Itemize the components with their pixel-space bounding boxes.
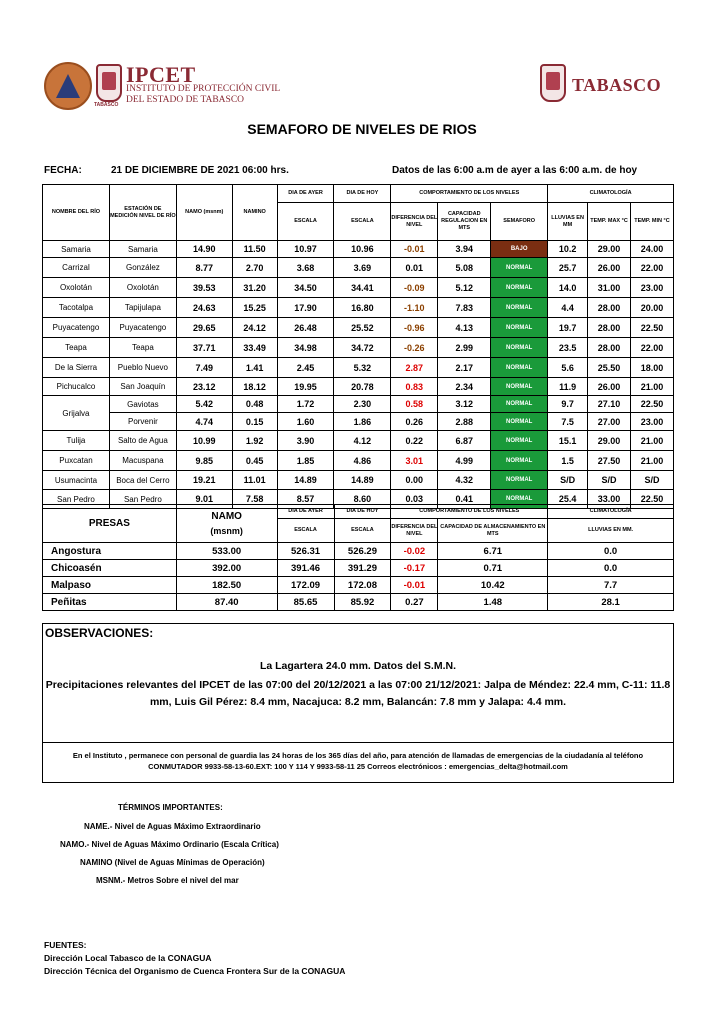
cell-escala-hoy: 8.60 xyxy=(334,490,391,509)
cell-capacidad: 2.17 xyxy=(438,358,491,378)
cell-semaforo: NORMAL xyxy=(491,431,548,451)
col-dam-lluvias: LLUVIAS EN MM. xyxy=(548,519,674,543)
page-title: SEMAFORO DE NIVELES DE RIOS xyxy=(247,121,477,137)
river-row xyxy=(43,278,674,298)
cell-capacidad: 5.12 xyxy=(438,278,491,298)
cell-presa: Peñitas xyxy=(43,594,177,611)
cell-temp-min: 21.00 xyxy=(630,431,673,451)
cell-temp-min: 22.50 xyxy=(630,318,673,338)
col-dia-hoy: DIA DE HOY xyxy=(334,185,391,203)
instituto-contact: CONMUTADOR 9933-58-13-60.EXT: 100 Y 114 Y 9933-58-11 25 Correos electrónicos : emergencias_delta@hotmail.com xyxy=(148,762,568,771)
cell-namino: 1.41 xyxy=(232,358,277,378)
cell-dam-capacidad: 6.71 xyxy=(438,543,548,560)
data-range-note: Datos de las 6:00 a.m de ayer a las 6:00 a.m. de hoy xyxy=(392,165,638,176)
cell-lluvia: 9.7 xyxy=(548,396,588,413)
cell-namo: 19.21 xyxy=(176,471,232,490)
cell-lluvia: 25.4 xyxy=(548,490,588,509)
cell-rio: De la Sierra xyxy=(43,358,110,378)
cell-dam-namo: 182.50 xyxy=(176,577,277,594)
cell-temp-max: 28.00 xyxy=(588,298,631,318)
dam-row xyxy=(43,577,674,594)
cell-lluvia: 11.9 xyxy=(548,378,588,396)
cell-namino: 2.70 xyxy=(232,258,277,278)
cell-rio: Puyacatengo xyxy=(43,318,110,338)
cell-escala-ayer: 14.89 xyxy=(277,471,334,490)
cell-dam-capacidad: 1.48 xyxy=(438,594,548,611)
cell-capacidad: 6.87 xyxy=(438,431,491,451)
instituto-line-1: En el Instituto , permanece con personal de guardia las 24 horas de los 365 días del año, para atención de llamadas de emergencias de la ciudadanía al teléfono xyxy=(72,751,644,760)
cell-namino: 11.01 xyxy=(232,471,277,490)
cell-semaforo: NORMAL xyxy=(491,490,548,509)
col-lluvias: LLUVIAS EN MM xyxy=(548,203,588,241)
cell-escala-ayer: 2.45 xyxy=(277,358,334,378)
cell-dam-diferencia: -0.02 xyxy=(391,543,438,560)
cell-estacion: González xyxy=(109,258,176,278)
cell-diferencia: -1.10 xyxy=(391,298,438,318)
cell-rio: San Pedro xyxy=(43,490,110,509)
instituto-note xyxy=(45,750,671,772)
cell-escala-ayer: 3.90 xyxy=(277,431,334,451)
termino-namino: NAMINO (Nivel de Aguas Mínimas de Operación) xyxy=(80,858,265,867)
cell-dam-namo: 392.00 xyxy=(176,560,277,577)
cell-escala-hoy: 4.12 xyxy=(334,431,391,451)
cell-dam-lluvia: 7.7 xyxy=(548,577,674,594)
cell-semaforo: NORMAL xyxy=(491,258,548,278)
cell-escala-hoy: 10.96 xyxy=(334,241,391,258)
cell-dam-namo: 533.00 xyxy=(176,543,277,560)
cell-semaforo: NORMAL xyxy=(491,451,548,471)
cell-temp-min: S/D xyxy=(630,471,673,490)
cell-rio: Teapa xyxy=(43,338,110,358)
cell-dam-escala-ayer: 391.46 xyxy=(277,560,334,577)
col-escala-hoy: ESCALA xyxy=(334,203,391,241)
org-line-1: INSTITUTO DE PROTECCIÓN CIVIL xyxy=(126,84,281,94)
cell-escala-ayer: 1.72 xyxy=(277,396,334,413)
cell-temp-max: 26.00 xyxy=(588,378,631,396)
cell-namino: 0.48 xyxy=(232,396,277,413)
cell-temp-min: 21.00 xyxy=(630,378,673,396)
cell-dam-lluvia: 0.0 xyxy=(548,560,674,577)
cell-estacion: Teapa xyxy=(109,338,176,358)
cell-lluvia: 15.1 xyxy=(548,431,588,451)
col-dam-diferencia: DIFERENCIA DEL NIVEL xyxy=(391,519,438,543)
cell-dam-diferencia: -0.01 xyxy=(391,577,438,594)
cell-escala-ayer: 26.48 xyxy=(277,318,334,338)
cell-dam-diferencia: -0.17 xyxy=(391,560,438,577)
cell-temp-max: S/D xyxy=(588,471,631,490)
cell-namino: 33.49 xyxy=(232,338,277,358)
termino-name: NAME.- Nivel de Aguas Máximo Extraordinario xyxy=(84,822,261,831)
river-row xyxy=(43,378,674,396)
proteccion-civil-logo xyxy=(44,62,92,110)
river-row xyxy=(43,358,674,378)
cell-rio: Usumacinta xyxy=(43,471,110,490)
cell-presa: Malpaso xyxy=(43,577,177,594)
river-row xyxy=(43,338,674,358)
cell-escala-ayer: 10.97 xyxy=(277,241,334,258)
cell-rio: Oxolotán xyxy=(43,278,110,298)
cell-temp-min: 22.50 xyxy=(630,490,673,509)
cell-temp-max: 29.00 xyxy=(588,241,631,258)
col-dam-capacidad: CAPACIDAD DE ALMACENAMIENTO EN MTS xyxy=(438,519,548,543)
cell-capacidad: 5.08 xyxy=(438,258,491,278)
cell-rio: Samaria xyxy=(43,241,110,258)
fuente-1: Dirección Local Tabasco de la CONAGUA xyxy=(44,953,212,963)
cell-temp-max: 28.00 xyxy=(588,338,631,358)
cell-diferencia: -0.96 xyxy=(391,318,438,338)
cell-dam-escala-ayer: 172.09 xyxy=(277,577,334,594)
cell-semaforo: NORMAL xyxy=(491,471,548,490)
col-capacidad: CAPACIDAD REGULACION EN MTS xyxy=(438,203,491,241)
col-dam-dia-ayer: DIA DE AYER xyxy=(277,505,334,519)
cell-semaforo: BAJO xyxy=(491,241,548,258)
col-namo-dam xyxy=(176,505,277,543)
col-semaforo: SEMAFORO xyxy=(491,203,548,241)
col-dam-escala-hoy: ESCALA xyxy=(334,519,391,543)
cell-temp-max: 33.00 xyxy=(588,490,631,509)
col-escala-ayer: ESCALA xyxy=(277,203,334,241)
cell-diferencia: 2.87 xyxy=(391,358,438,378)
col-temp-max: TEMP. MAX °C xyxy=(588,203,631,241)
river-row xyxy=(43,413,674,431)
cell-temp-max: 31.00 xyxy=(588,278,631,298)
cell-estacion: Boca del Cerro xyxy=(109,471,176,490)
cell-capacidad: 7.83 xyxy=(438,298,491,318)
cell-dam-escala-hoy: 526.29 xyxy=(334,543,391,560)
cell-namo: 24.63 xyxy=(176,298,232,318)
cell-escala-ayer: 8.57 xyxy=(277,490,334,509)
fecha-label: FECHA: xyxy=(44,165,82,176)
cell-escala-hoy: 14.89 xyxy=(334,471,391,490)
river-row xyxy=(43,318,674,338)
col-namo: NAMO (msnm) xyxy=(176,185,232,241)
cell-dam-escala-hoy: 85.92 xyxy=(334,594,391,611)
river-row xyxy=(43,258,674,278)
cell-rio: Puxcatan xyxy=(43,451,110,471)
cell-namo: 5.42 xyxy=(176,396,232,413)
cell-dam-escala-hoy: 391.29 xyxy=(334,560,391,577)
cell-estacion: Macuspana xyxy=(109,451,176,471)
cell-capacidad: 4.13 xyxy=(438,318,491,338)
cell-escala-hoy: 20.78 xyxy=(334,378,391,396)
cell-escala-hoy: 34.41 xyxy=(334,278,391,298)
cell-capacidad: 4.32 xyxy=(438,471,491,490)
observaciones-divider xyxy=(42,742,674,743)
cell-escala-ayer: 1.85 xyxy=(277,451,334,471)
cell-namino: 24.12 xyxy=(232,318,277,338)
org-short-name: IPCET xyxy=(126,62,196,87)
cell-temp-min: 22.00 xyxy=(630,258,673,278)
col-presas: PRESAS xyxy=(43,505,177,543)
col-namino: NAMINO xyxy=(232,185,277,241)
cell-namino: 11.50 xyxy=(232,241,277,258)
cell-rio: Pichucalco xyxy=(43,378,110,396)
cell-escala-ayer: 17.90 xyxy=(277,298,334,318)
cell-temp-max: 27.00 xyxy=(588,413,631,431)
cell-estacion: Pueblo Nuevo xyxy=(109,358,176,378)
cell-diferencia: 0.58 xyxy=(391,396,438,413)
cell-temp-max: 27.10 xyxy=(588,396,631,413)
cell-namo: 10.99 xyxy=(176,431,232,451)
cell-estacion: Tapijulapa xyxy=(109,298,176,318)
cell-namo: 8.77 xyxy=(176,258,232,278)
cell-lluvia: 4.4 xyxy=(548,298,588,318)
cell-estacion: San Joaquín xyxy=(109,378,176,396)
cell-semaforo: NORMAL xyxy=(491,413,548,431)
cell-namino: 7.58 xyxy=(232,490,277,509)
cell-namo: 14.90 xyxy=(176,241,232,258)
cell-dam-diferencia: 0.27 xyxy=(391,594,438,611)
terminos-title: TÉRMINOS IMPORTANTES: xyxy=(118,803,223,812)
col-nombre-rio: NOMBRE DEL RÍO xyxy=(43,185,110,241)
cell-namino: 1.92 xyxy=(232,431,277,451)
cell-lluvia: 7.5 xyxy=(548,413,588,431)
cell-dam-escala-hoy: 172.08 xyxy=(334,577,391,594)
tabasco-seal-icon xyxy=(540,64,566,102)
col-estacion: ESTACIÓN DE MEDICIÓN NIVEL DE RÍO xyxy=(109,185,176,241)
river-row xyxy=(43,241,674,258)
cell-temp-min: 24.00 xyxy=(630,241,673,258)
cell-escala-hoy: 1.86 xyxy=(334,413,391,431)
cell-capacidad: 2.34 xyxy=(438,378,491,396)
cell-semaforo: NORMAL xyxy=(491,278,548,298)
cell-lluvia: 5.6 xyxy=(548,358,588,378)
rivers-table xyxy=(42,184,674,509)
org-full-name xyxy=(126,84,280,106)
cell-presa: Angostura xyxy=(43,543,177,560)
cell-dam-lluvia: 0.0 xyxy=(548,543,674,560)
cell-temp-min: 23.00 xyxy=(630,278,673,298)
cell-diferencia: 0.22 xyxy=(391,431,438,451)
cell-diferencia: -0.09 xyxy=(391,278,438,298)
cell-dam-namo: 87.40 xyxy=(176,594,277,611)
cell-escala-hoy: 34.72 xyxy=(334,338,391,358)
org-line-2: DEL ESTADO DE TABASCO xyxy=(126,95,245,105)
cell-semaforo: NORMAL xyxy=(491,338,548,358)
cell-lluvia: 10.2 xyxy=(548,241,588,258)
cell-rio: Carrizal xyxy=(43,258,110,278)
cell-escala-ayer: 3.68 xyxy=(277,258,334,278)
cell-lluvia: 14.0 xyxy=(548,278,588,298)
cell-lluvia: 19.7 xyxy=(548,318,588,338)
col-dam-comportamiento: COMPORTAMIENTO DE LOS NIVELES xyxy=(391,505,548,519)
cell-semaforo: NORMAL xyxy=(491,298,548,318)
cell-rio: Tulija xyxy=(43,431,110,451)
river-row xyxy=(43,298,674,318)
cell-diferencia: 0.26 xyxy=(391,413,438,431)
cell-diferencia: 0.03 xyxy=(391,490,438,509)
cell-escala-ayer: 34.50 xyxy=(277,278,334,298)
cell-temp-max: 27.50 xyxy=(588,451,631,471)
cell-escala-hoy: 4.86 xyxy=(334,451,391,471)
cell-escala-hoy: 2.30 xyxy=(334,396,391,413)
cell-temp-max: 29.00 xyxy=(588,431,631,451)
col-dam-escala-ayer: ESCALA xyxy=(277,519,334,543)
fuentes-title: FUENTES: xyxy=(44,940,87,950)
cell-estacion: Porvenir xyxy=(109,413,176,431)
dams-table xyxy=(42,504,674,611)
dam-row xyxy=(43,560,674,577)
cell-dam-capacidad: 10.42 xyxy=(438,577,548,594)
cell-rio: Tacotalpa xyxy=(43,298,110,318)
cell-lluvia: S/D xyxy=(548,471,588,490)
col-climatologia: CLIMATOLOGÍA xyxy=(548,185,674,203)
cell-semaforo: NORMAL xyxy=(491,318,548,338)
col-diferencia: DIFERENCIA DEL NIVEL xyxy=(391,203,438,241)
cell-escala-hoy: 5.32 xyxy=(334,358,391,378)
cell-namino: 0.45 xyxy=(232,451,277,471)
cell-escala-hoy: 3.69 xyxy=(334,258,391,278)
namo-unit: (msnm) xyxy=(210,525,243,536)
cell-namo: 23.12 xyxy=(176,378,232,396)
cell-namino: 18.12 xyxy=(232,378,277,396)
cell-estacion: Samaria xyxy=(109,241,176,258)
cell-capacidad: 2.88 xyxy=(438,413,491,431)
cell-temp-min: 22.50 xyxy=(630,396,673,413)
river-row xyxy=(43,471,674,490)
cell-namo: 9.01 xyxy=(176,490,232,509)
cell-namo: 29.65 xyxy=(176,318,232,338)
cell-semaforo: NORMAL xyxy=(491,378,548,396)
cell-estacion: Gaviotas xyxy=(109,396,176,413)
termino-msnm: MSNM.- Metros Sobre el nivel del mar xyxy=(96,876,239,885)
col-dia-ayer: DIA DE AYER xyxy=(277,185,334,203)
col-temp-min: TEMP. MIN °C xyxy=(630,203,673,241)
cell-temp-max: 25.50 xyxy=(588,358,631,378)
cell-estacion: Salto de Agua xyxy=(109,431,176,451)
cell-dam-escala-ayer: 526.31 xyxy=(277,543,334,560)
cell-semaforo: NORMAL xyxy=(491,396,548,413)
cell-lluvia: 23.5 xyxy=(548,338,588,358)
col-dam-climatologia: CLIMATOLOGÍA xyxy=(548,505,674,519)
cell-namo: 4.74 xyxy=(176,413,232,431)
state-seal-icon xyxy=(96,64,122,102)
cell-lluvia: 1.5 xyxy=(548,451,588,471)
cell-escala-hoy: 25.52 xyxy=(334,318,391,338)
cell-namino: 0.15 xyxy=(232,413,277,431)
cell-temp-min: 20.00 xyxy=(630,298,673,318)
cell-diferencia: -0.01 xyxy=(391,241,438,258)
col-comportamiento: COMPORTAMIENTO DE LOS NIVELES xyxy=(391,185,548,203)
cell-namino: 31.20 xyxy=(232,278,277,298)
cell-estacion: Oxolotán xyxy=(109,278,176,298)
cell-temp-min: 22.00 xyxy=(630,338,673,358)
cell-lluvia: 25.7 xyxy=(548,258,588,278)
cell-presa: Chicoasén xyxy=(43,560,177,577)
river-row xyxy=(43,431,674,451)
cell-namo: 37.71 xyxy=(176,338,232,358)
cell-estacion: Puyacatengo xyxy=(109,318,176,338)
cell-capacidad: 3.94 xyxy=(438,241,491,258)
river-row xyxy=(43,451,674,471)
cell-namo: 9.85 xyxy=(176,451,232,471)
observaciones-line-2: Precipitaciones relevantes del IPCET de las 07:00 del 20/12/2021 a las 07:00 21/12/2021: Jalpa de Méndez: 22.4 mm, C-11: 11.8 mm, Luis Gil Pérez: 8.4 mm, Nacajuca: 8.2 mm, Balancán: 7.8 mm y Jalapa: 4.4 mm. xyxy=(45,679,671,708)
cell-temp-max: 26.00 xyxy=(588,258,631,278)
dam-row xyxy=(43,594,674,611)
river-row xyxy=(43,396,674,413)
cell-namo: 7.49 xyxy=(176,358,232,378)
observaciones-line-1: La Lagartera 24.0 mm. Datos del S.M.N. xyxy=(259,660,457,672)
cell-capacidad: 4.99 xyxy=(438,451,491,471)
cell-diferencia: 0.83 xyxy=(391,378,438,396)
cell-temp-min: 23.00 xyxy=(630,413,673,431)
cell-namino: 15.25 xyxy=(232,298,277,318)
cell-escala-ayer: 19.95 xyxy=(277,378,334,396)
col-dam-dia-hoy: DIA DE HOY xyxy=(334,505,391,519)
cell-capacidad: 2.99 xyxy=(438,338,491,358)
seal-label: TABASCO xyxy=(94,102,119,108)
cell-capacidad: 0.41 xyxy=(438,490,491,509)
cell-escala-ayer: 34.98 xyxy=(277,338,334,358)
cell-temp-min: 18.00 xyxy=(630,358,673,378)
cell-estacion: San Pedro xyxy=(109,490,176,509)
cell-diferencia: -0.26 xyxy=(391,338,438,358)
cell-semaforo: NORMAL xyxy=(491,358,548,378)
cell-escala-hoy: 16.80 xyxy=(334,298,391,318)
cell-escala-ayer: 1.60 xyxy=(277,413,334,431)
cell-dam-escala-ayer: 85.65 xyxy=(277,594,334,611)
termino-namo: NAMO.- Nivel de Aguas Máximo Ordinario (Escala Crítica) xyxy=(60,840,279,849)
observaciones-title: OBSERVACIONES: xyxy=(45,626,154,640)
cell-dam-capacidad: 0.71 xyxy=(438,560,548,577)
state-name: TABASCO xyxy=(572,75,662,95)
fecha-value: 21 DE DICIEMBRE DE 2021 06:00 hrs. xyxy=(111,165,289,176)
fuente-2: Dirección Técnica del Organismo de Cuenca Frontera Sur de la CONAGUA xyxy=(44,966,346,976)
namo-label: NAMO xyxy=(211,510,242,522)
cell-temp-min: 21.00 xyxy=(630,451,673,471)
cell-diferencia: 0.01 xyxy=(391,258,438,278)
dam-row xyxy=(43,543,674,560)
cell-rio: Grijalva xyxy=(43,396,110,431)
cell-capacidad: 3.12 xyxy=(438,396,491,413)
cell-diferencia: 3.01 xyxy=(391,451,438,471)
cell-temp-max: 28.00 xyxy=(588,318,631,338)
cell-diferencia: 0.00 xyxy=(391,471,438,490)
cell-dam-lluvia: 28.1 xyxy=(548,594,674,611)
cell-namo: 39.53 xyxy=(176,278,232,298)
